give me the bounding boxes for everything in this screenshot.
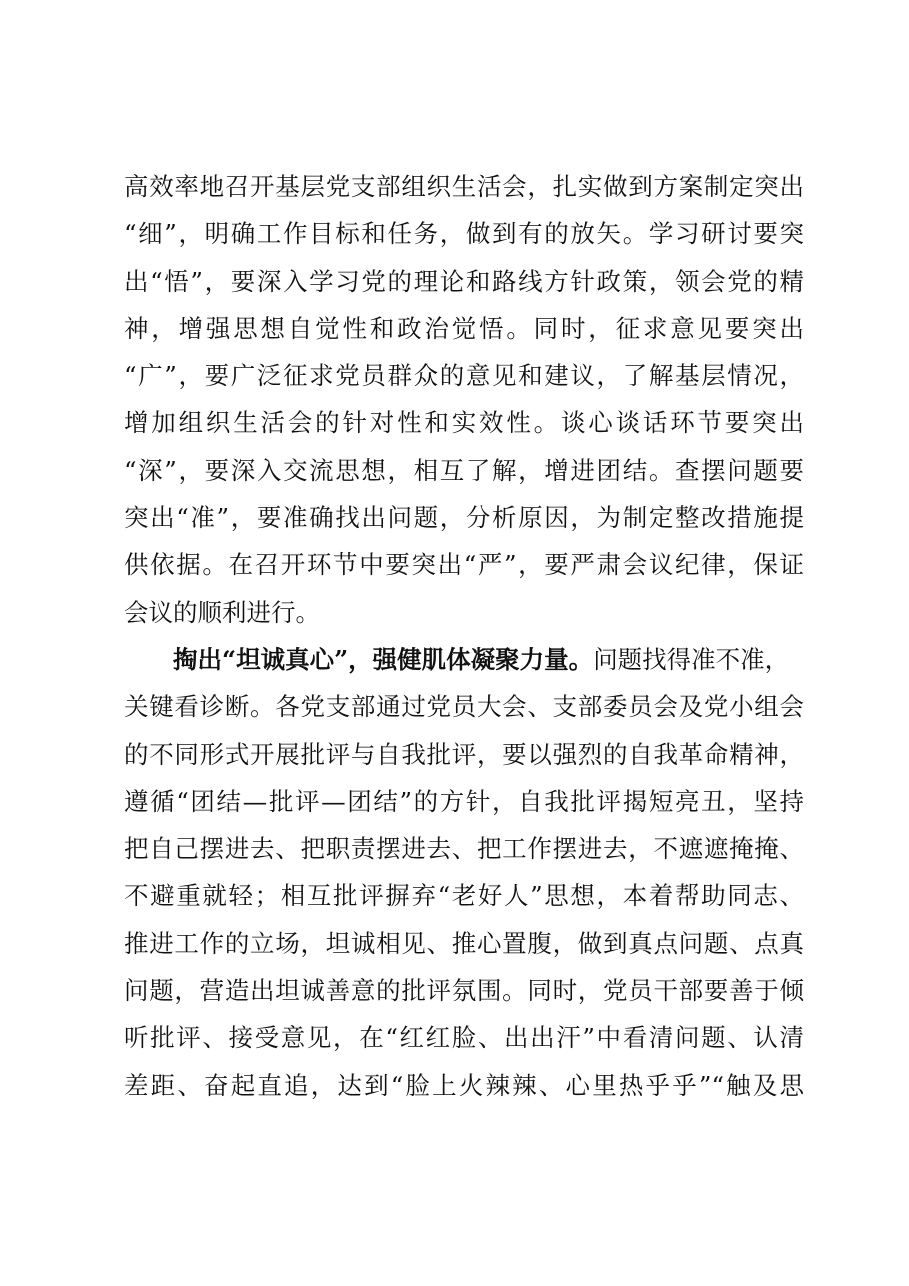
text-line: “广”，要广泛征求党员群众的意见和建议，了解基层情况， [124, 361, 804, 391]
text-line: 把自己摆进去、把职责摆进去、把工作摆进去，不遮遮掩掩、 [124, 834, 804, 864]
text-line: 神，增强思想自觉性和政治觉悟。同时，征求意见要突出 [124, 313, 804, 343]
paragraph-2-first-line-text: 问题找得准不准， [593, 644, 790, 674]
text-line: 关键看诊断。各党支部通过党员大会、支部委员会及党小组会 [124, 692, 804, 722]
paragraph-2 [124, 636, 804, 1109]
text-line: 突出“准”，要准确找出问题，分析原因，为制定整改措施提 [124, 503, 804, 533]
text-line: 推进工作的立场，坦诚相见、推心置腹，做到真点问题、点真 [124, 928, 804, 958]
text-line: 会议的顺利进行。 [124, 597, 320, 627]
text-line: 问题，营造出坦诚善意的批评氛围。同时，党员干部要善于倾 [124, 976, 804, 1006]
document-body [124, 163, 804, 1109]
text-line: 供依据。在召开环节中要突出“严”，要严肃会议纪律，保证 [124, 550, 804, 580]
paragraph-heading: 掏出“坦诚真心”，强健肌体凝聚力量。 [173, 644, 594, 674]
text-line: 增加组织生活会的针对性和实效性。谈心谈话环节要突出 [124, 408, 804, 438]
text-line: 的不同形式开展批评与自我批评，要以强烈的自我革命精神， [124, 739, 804, 769]
text-line: 遵循“团结—批评—团结”的方针，自我批评揭短亮丑，坚持 [124, 786, 804, 816]
text-line: 高效率地召开基层党支部组织生活会，扎实做到方案制定突出 [124, 172, 804, 201]
paragraph-1 [124, 163, 804, 636]
paragraph-2-first-line [124, 636, 804, 683]
text-line: 听批评、接受意见，在“红红脸、出出汗”中看清问题、认清 [124, 1023, 804, 1053]
text-line: 出“悟”，要深入学习党的理论和路线方针政策，领会党的精 [124, 266, 804, 296]
text-line: “深”，要深入交流思想，相互了解，增进团结。查摆问题要 [124, 455, 804, 485]
text-line: 差距、奋起直追，达到“脸上火辣辣、心里热乎乎”“触及思 [124, 1070, 804, 1100]
text-line: 不避重就轻；相互批评摒弃“老好人”思想，本着帮助同志、 [124, 881, 804, 911]
text-line: “细”，明确工作目标和任务，做到有的放矢。学习研讨要突 [124, 219, 804, 249]
